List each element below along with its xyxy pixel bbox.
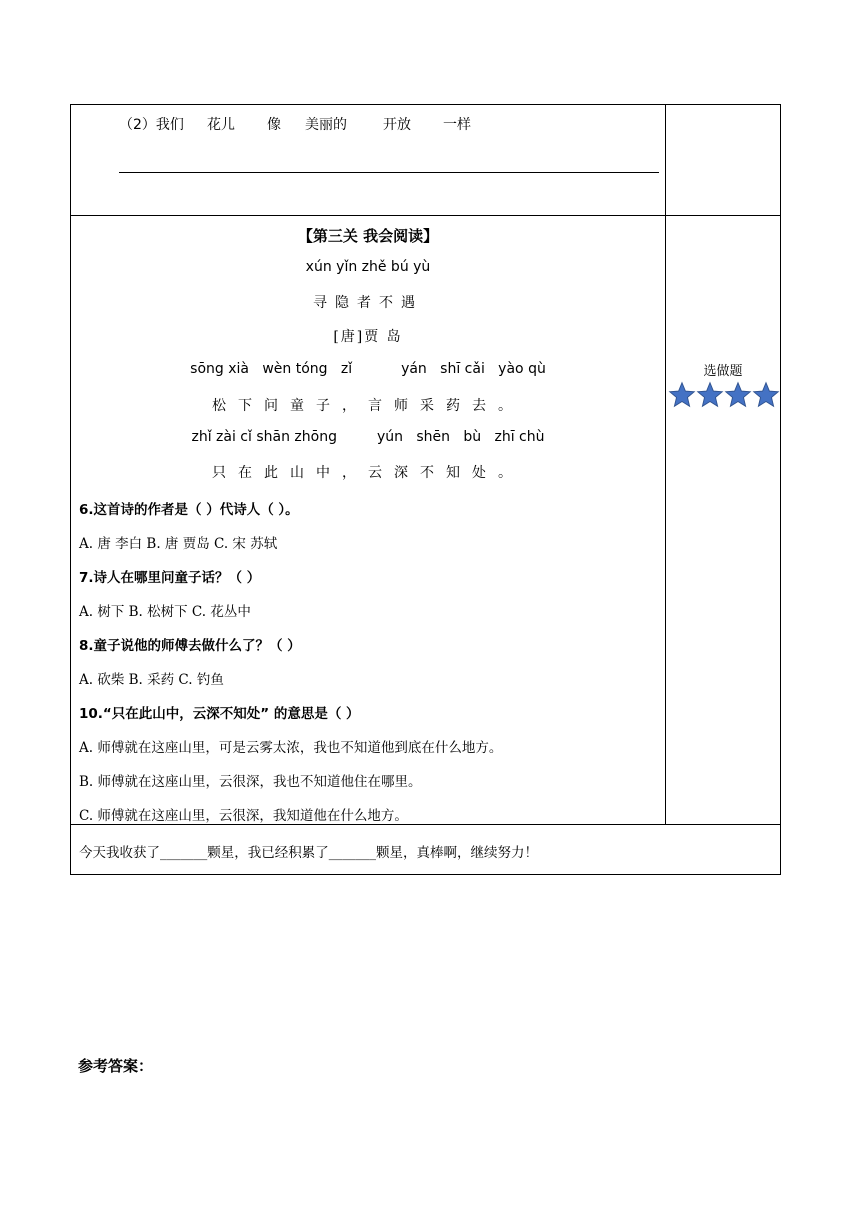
star-icon: [668, 381, 696, 409]
question-10: 10.“只在此山中，云深不知处” 的意思是（ ）: [79, 706, 360, 722]
star-rating: [668, 381, 780, 409]
poem-line2: 只在此山中，云深不知处。: [212, 465, 524, 481]
star-icon: [752, 381, 780, 409]
question-8: 8.童子说他的师傅去做什么了？（ ）: [79, 638, 301, 654]
word: 开放: [383, 117, 411, 133]
question2-cell: [71, 105, 666, 216]
question-10-option-c: C. 师傅就在这座山里，云很深，我知道他在什么地方。: [79, 808, 408, 824]
word: （2）我们: [119, 117, 184, 133]
worksheet-table: [70, 104, 781, 875]
summary-cell: [71, 825, 781, 875]
line1-pinyin: sōng xià wèn tóng zǐ yán shī cǎi yào qù: [190, 361, 546, 377]
star-icon: [696, 381, 724, 409]
question-8-options: A. 砍柴 B. 采药 C. 钓鱼: [79, 672, 224, 688]
star-icon: [724, 381, 752, 409]
question-10-option-b: B. 师傅就在这座山里，云很深，我也不知道他住在哪里。: [79, 774, 422, 790]
word: 花儿: [207, 117, 235, 133]
question-7-options: A. 树下 B. 松树下 C. 花丛中: [79, 604, 251, 620]
line2-pinyin: zhǐ zài cǐ shān zhōng yún shēn bù zhī chù: [191, 429, 545, 445]
reading-cell: [71, 216, 666, 825]
poem-line1: 松下问童子，言师采药去。: [212, 398, 524, 414]
question-6: 6.这首诗的作者是（ ）代诗人（ ）。: [79, 502, 299, 518]
side-cell-empty: [666, 105, 781, 216]
word-bank: [119, 114, 471, 134]
word: 一样: [443, 117, 471, 133]
word: 美丽的: [305, 117, 347, 133]
poem-title: 寻隐者不遇: [313, 295, 423, 311]
poem-author: [唐]贾 岛: [333, 329, 403, 345]
answers-heading: 参考答案：: [78, 1057, 154, 1075]
question-7: 7.诗人在哪里问童子话？（ ）: [79, 570, 261, 586]
section-title: 【第三关 我会阅读】: [297, 227, 439, 245]
question-6-options: A. 唐 李白 B. 唐 贾岛 C. 宋 苏轼: [79, 536, 278, 552]
word: 像: [267, 117, 281, 133]
optional-cell: [666, 216, 781, 825]
question-10-option-a: A. 师傅就在这座山里，可是云雾太浓，我也不知道他到底在什么地方。: [79, 740, 503, 756]
answer-line[interactable]: [119, 172, 659, 173]
optional-label: 选做题: [703, 364, 743, 379]
poem-title-pinyin: xún yǐn zhě bú yù: [305, 259, 431, 275]
summary-text: 今天我收获了_______颗星，我已经积累了_______颗星，真棒啊，继续努力！: [79, 845, 538, 861]
